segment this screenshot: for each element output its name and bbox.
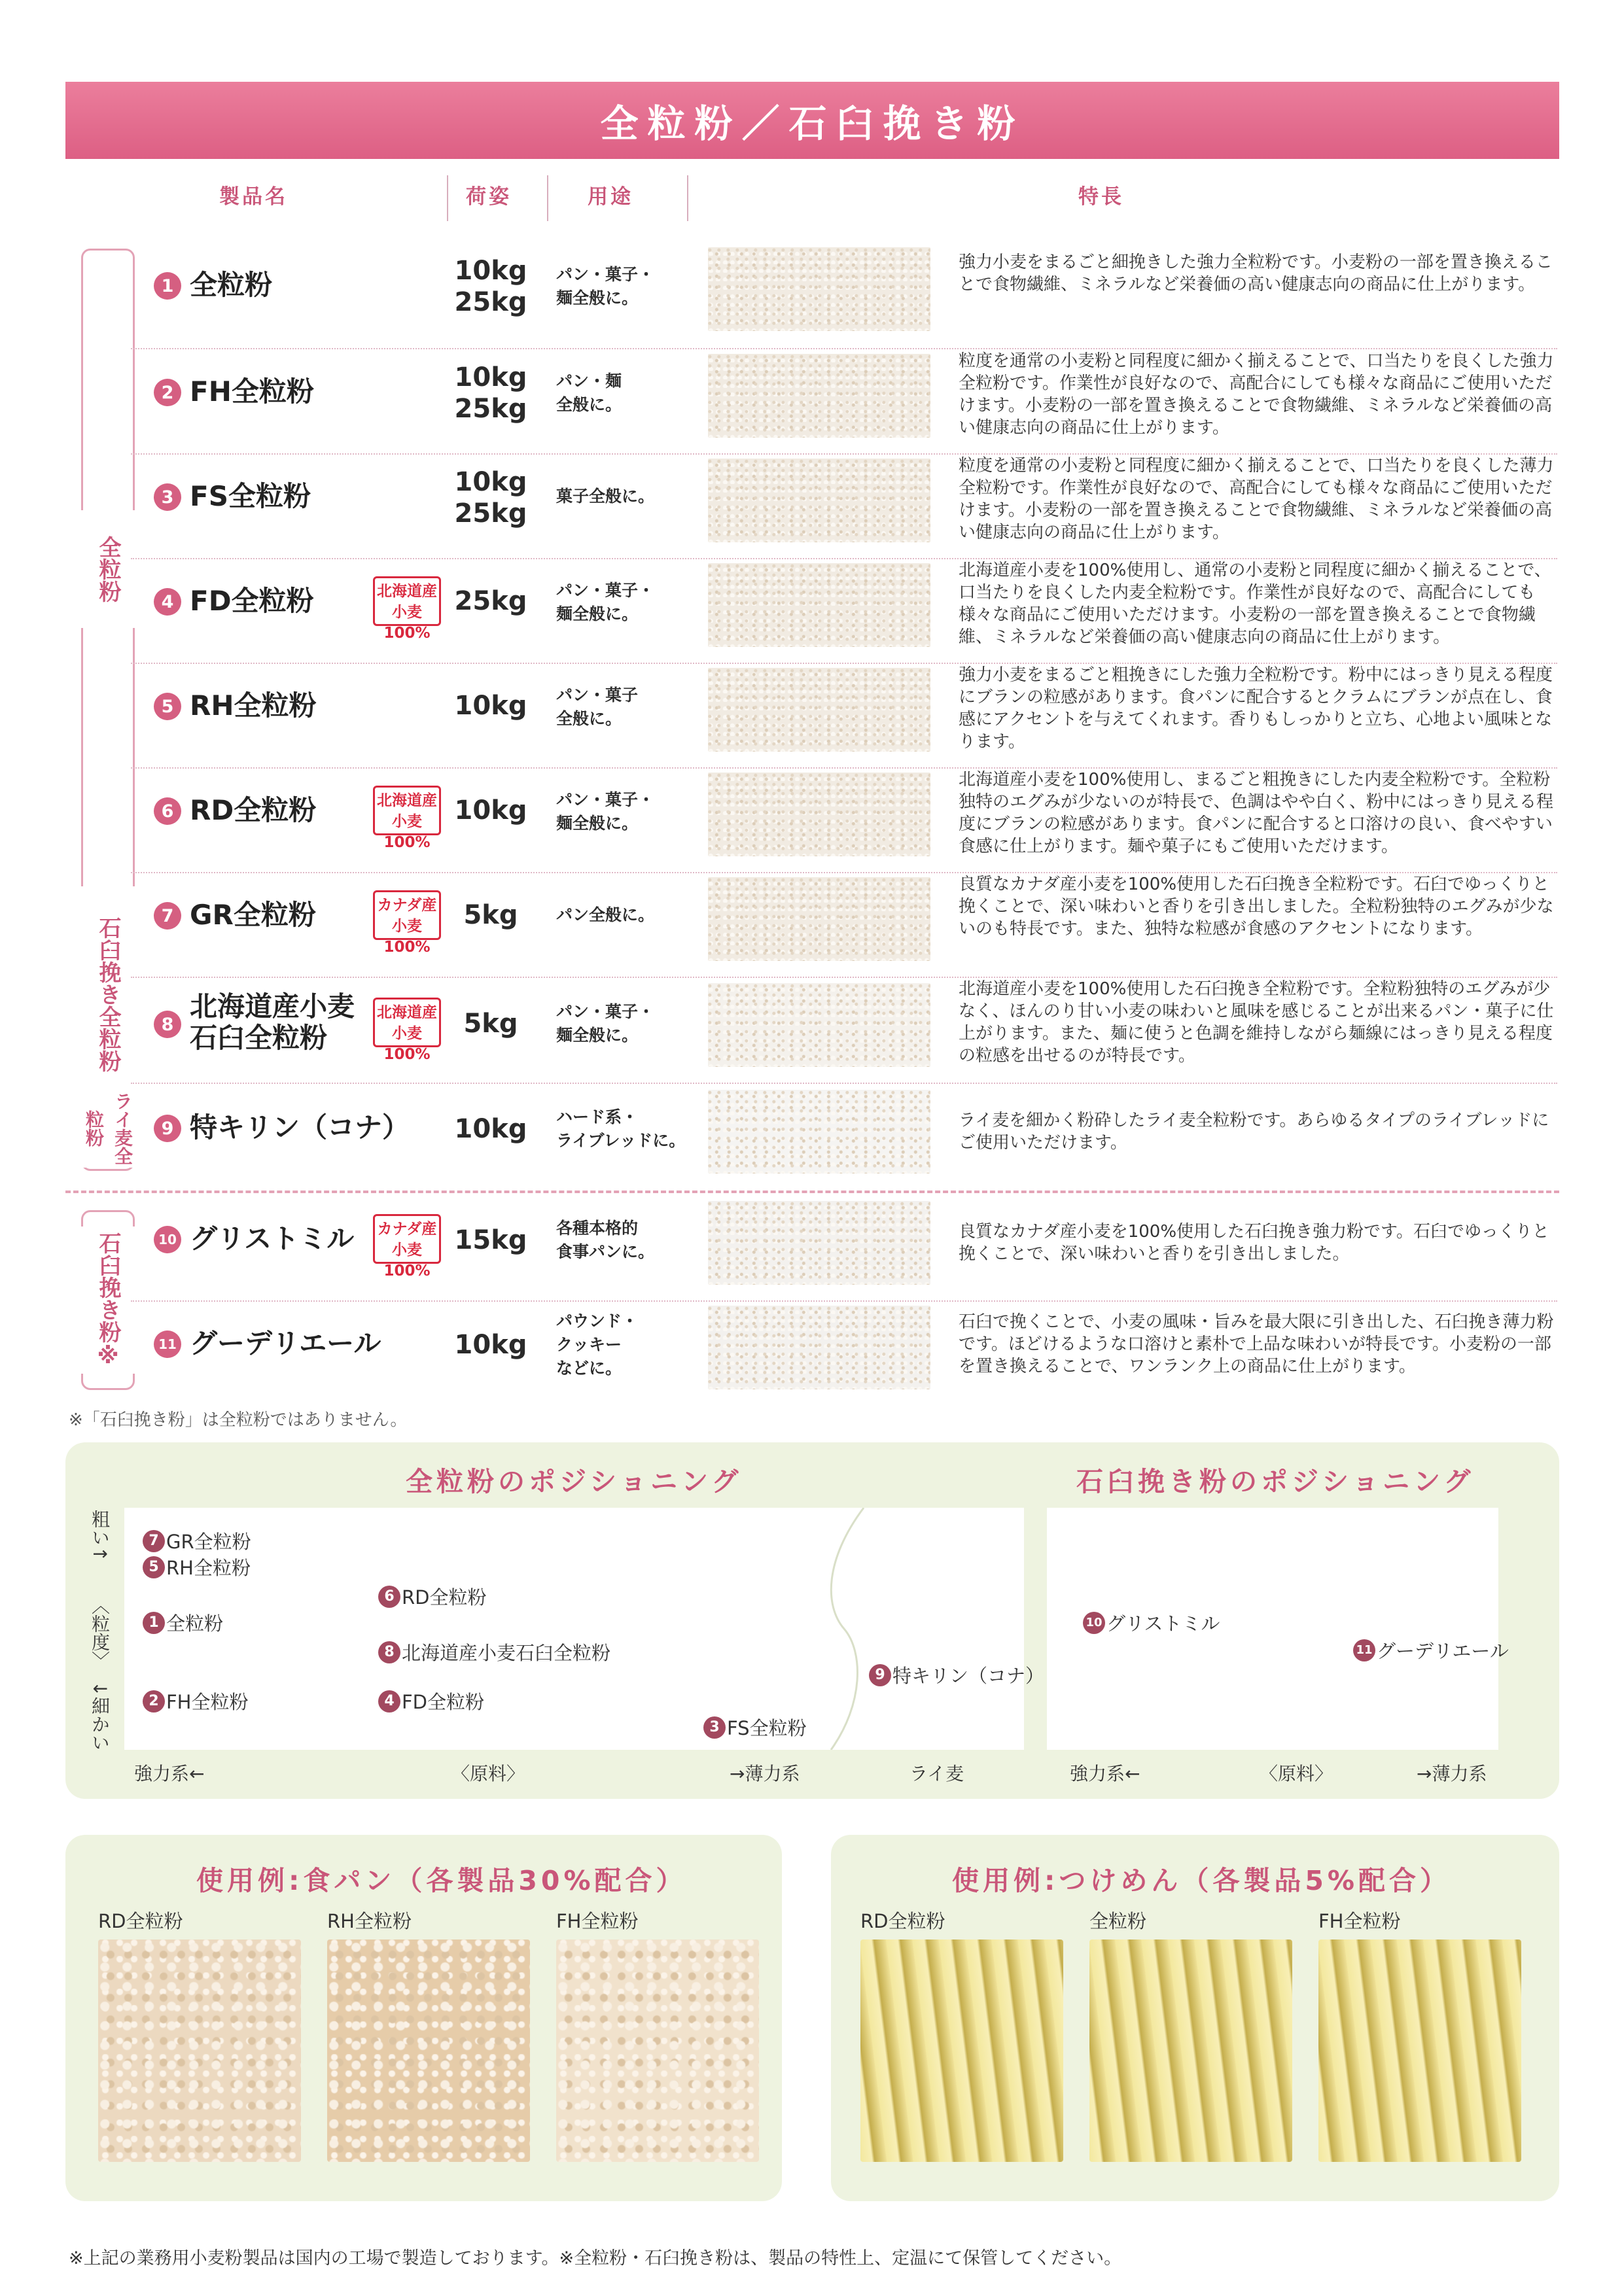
flour-photo (708, 773, 930, 856)
product-row (144, 769, 1557, 867)
noodle-photo (1089, 1939, 1292, 2162)
product-usage: パン・菓子・ 麺全般に。 (556, 790, 655, 833)
header-feature: 特長 (1078, 185, 1124, 209)
bread-photo (327, 1939, 530, 2162)
flour-photo (708, 983, 930, 1067)
position-number: 10 (1083, 1612, 1105, 1634)
divider (687, 175, 688, 221)
flour-photo (708, 668, 930, 752)
product-weight: 15kg (454, 1225, 527, 1255)
product-description: 石臼で挽くことで、小麦の風味・旨みを最大限に引き出した、石臼挽き薄力粉です。ほどけるような口溶けと素朴で上品な味わいが特長です。小麦粉の一部を置き換えることで、ワンランク上の商品に仕上がります。 (959, 1312, 1554, 1376)
position-label: 10 グリストミル (1083, 1609, 1220, 1636)
divider (547, 175, 548, 221)
product-name: FD全粒粉 (190, 585, 314, 617)
product-usage: パン・菓子 全般に。 (556, 686, 639, 728)
noodle-caption: FH全粒粉 (1318, 1910, 1401, 1932)
product-number: 10 (154, 1226, 181, 1253)
product-weight: 5kg (463, 900, 518, 930)
section-divider (65, 1191, 1559, 1193)
product-row (144, 1197, 1557, 1295)
origin-badge: 北海道産 小麦100% (373, 576, 441, 626)
product-usage: パウンド・ クッキー などに。 (556, 1312, 639, 1378)
position-label: 6 RD全粒粉 (378, 1583, 486, 1610)
position-number: 4 (378, 1690, 400, 1713)
position-number: 1 (143, 1612, 165, 1634)
product-weight: 5kg (463, 1009, 518, 1039)
product-usage: 菓子全般に。 (556, 487, 655, 506)
y-axis-bottom: ↓細かい (89, 1681, 111, 1752)
flour-photo (708, 563, 930, 647)
x-axis-left-right-panel: 強力系← (1070, 1763, 1140, 1784)
product-row (144, 350, 1557, 448)
origin-badge: 北海道産 小麦100% (373, 998, 441, 1047)
product-usage: パン全般に。 (556, 905, 655, 924)
product-name: 特キリン（コナ） (190, 1111, 410, 1143)
noodle-example-title: 使用例:つけめん（各製品5%配合） (952, 1865, 1451, 1896)
product-name: FH全粒粉 (190, 375, 314, 408)
origin-badge: カナダ産 小麦100% (373, 1214, 441, 1264)
position-number: 5 (143, 1556, 165, 1578)
product-weight: 10kg 25kg (454, 256, 527, 317)
group-label-rye: ライ麦全粒粉 (81, 1089, 135, 1168)
positioning-title-right: 石臼挽き粉のポジショニング (1076, 1466, 1475, 1497)
product-usage: パン・菓子・ 麺全般に。 (556, 265, 655, 307)
flour-photo (708, 247, 930, 331)
product-row (144, 455, 1557, 553)
x-axis-right-right-panel: →薄力系 (1417, 1763, 1487, 1784)
x-axis-mid: 〈原料〉 (451, 1763, 525, 1784)
position-label: 2 FH全粒粉 (143, 1688, 249, 1714)
x-axis-right: →薄力系 (730, 1763, 800, 1784)
plot-divider-curve (811, 1508, 890, 1750)
position-number: 6 (378, 1586, 400, 1608)
flour-photo (708, 1201, 930, 1285)
origin-badge: カナダ産 小麦100% (373, 890, 441, 940)
product-description: 北海道産小麦を100%使用し、まるごと粗挽きにした内麦全粒粉です。全粒粉独特のエグみが少ないのが特長で、色調はやや白く、粉中にはっきり見える程度にブランの粒感があります。食パンに配合すると口溶けの良い、食べやすい食感に仕上がります。麺や菓子にもご使用いただけます。 (959, 770, 1553, 856)
product-row (144, 873, 1557, 971)
product-row (144, 664, 1557, 762)
product-name: RH全粒粉 (190, 689, 317, 722)
product-weight: 10kg (454, 691, 527, 721)
divider (131, 1083, 1557, 1084)
header-usage: 用途 (588, 185, 633, 209)
position-label: 5 RH全粒粉 (143, 1554, 251, 1580)
x-axis-mid-right-panel: 〈原料〉 (1260, 1763, 1333, 1784)
header-name: 製品名 (219, 185, 288, 209)
position-label: 4 FD全粒粉 (378, 1688, 484, 1714)
product-number: 3 (154, 483, 181, 511)
flour-photo (708, 459, 930, 542)
noodle-caption: 全粒粉 (1089, 1910, 1147, 1932)
product-row (144, 1086, 1557, 1184)
product-usage: 各種本格的 食事パンに。 (556, 1219, 655, 1261)
product-number: 7 (154, 902, 181, 930)
product-description: 強力小麦をまるごと粗挽きにした強力全粒粉です。粉中にはっきり見える程度にブランの粒感があります。食パンに配合するとクラムにブランが点在し、食感にアクセントを与えてくれます。香りもしっかりと立ち、心地よい風味となります。 (959, 665, 1553, 752)
product-description: 粒度を通常の小麦粉と同程度に細かく揃えることで、口当たりを良くした強力全粒粉です。作業性が良好なので、高配合にしても様々な商品にご使用いただけます。小麦粉の一部を置き換えることで食物繊維、ミネラルなど栄養価の高い健康志向の商品に仕上がります。 (959, 351, 1554, 438)
divider (447, 175, 448, 221)
position-number: 11 (1353, 1639, 1375, 1661)
product-description: 粒度を通常の小麦粉と同程度に細かく揃えることで、口当たりを良くした薄力全粒粉です。作業性が良好なので、高配合にしても様々な商品にご使用いただけます。小麦粉の一部を置き換えることで食物繊維、ミネラルなど栄養価の高い健康志向の商品に仕上がります。 (959, 456, 1554, 542)
flour-photo (708, 1306, 930, 1389)
product-weight: 10kg 25kg (454, 467, 527, 529)
product-description: 良質なカナダ産小麦を100%使用した石臼挽き強力粉です。石臼でゆっくりと挽くことで、深い味わいと香りを引き出しました。 (959, 1222, 1549, 1264)
product-row (144, 559, 1557, 657)
position-number: 9 (869, 1664, 891, 1686)
product-number: 4 (154, 588, 181, 616)
product-name: 北海道産小麦 石臼全粒粉 (190, 990, 355, 1054)
product-usage: パン・菓子・ 麺全般に。 (556, 581, 655, 623)
product-weight: 10kg (454, 1330, 527, 1360)
position-label: 1 全粒粉 (143, 1609, 223, 1636)
product-name: GR全粒粉 (190, 899, 316, 931)
product-name: FS全粒粉 (190, 480, 311, 512)
product-description: 北海道産小麦を100%使用した石臼挽き全粒粉です。全粒粉独特のエグみが少なく、ほんのり甘い小麦の味わいと風味を感じることが出来るパン・菓子に仕上がります。また、麺に使うと色調を維持しながら麺線にはっきり見える程度の粒感を出せるのが特長です。 (959, 979, 1554, 1066)
x-axis-rye: ライ麦 (909, 1763, 964, 1784)
bread-caption: RD全粒粉 (98, 1910, 183, 1932)
header-weight: 荷姿 (466, 185, 512, 209)
page-title: 全粒粉／石臼挽き粉 (65, 82, 1559, 159)
product-description: ライ麦を細かく粉砕したライ麦全粒粉です。あらゆるタイプのライブレッドにご使用いただけます。 (959, 1111, 1549, 1153)
product-weight: 10kg (454, 1114, 527, 1144)
position-label: 11 グーデリエール (1353, 1637, 1509, 1663)
product-description: 北海道産小麦を100%使用し、通常の小麦粉と同程度に細かく揃えることで、口当たりを良くした内麦全粒粉です。作業性が良好なので、高配合にしても様々な商品にご使用いただけます。小麦粉の一部を置き換えることで食物繊維、ミネラルなど栄養価の高い健康志向の商品に仕上がります。 (959, 561, 1551, 647)
table-note: ※「石臼挽き粉」は全粒粉ではありません。 (69, 1410, 408, 1430)
bread-caption: FH全粒粉 (556, 1910, 639, 1932)
y-axis-top: 粗い↑ (89, 1510, 111, 1562)
product-number: 2 (154, 379, 181, 406)
product-description: 強力小麦をまるごと細挽きした強力全粒粉です。小麦粉の一部を置き換えることで食物繊維、ミネラルなど栄養価の高い健康志向の商品に仕上がります。 (959, 252, 1553, 294)
product-number: 5 (154, 693, 181, 720)
product-weight: 10kg 25kg (454, 362, 527, 424)
bread-photo (556, 1939, 759, 2162)
product-weight: 25kg (454, 586, 527, 616)
product-name: RD全粒粉 (190, 794, 317, 826)
product-usage: ハード系・ ライブレッドに。 (556, 1107, 686, 1150)
bread-photo (98, 1939, 301, 2162)
position-label: 3 FS全粒粉 (703, 1714, 807, 1741)
group-label-ishiusu-zenryu: 石臼挽き全粒粉 (81, 886, 135, 1102)
product-weight: 10kg (454, 795, 527, 826)
flour-photo (708, 877, 930, 961)
position-number: 2 (143, 1690, 165, 1713)
product-name: グーデリエール (190, 1327, 381, 1359)
footer-note: ※上記の業務用小麦粉製品は国内の工場で製造しております。※全粒粉・石臼挽き粉は、製品の特性上、定温にて保管してください。 (69, 2248, 1122, 2269)
product-number: 11 (154, 1331, 181, 1358)
position-number: 7 (143, 1530, 165, 1552)
position-label: 7 GR全粒粉 (143, 1527, 251, 1554)
divider (81, 863, 83, 877)
bread-caption: RH全粒粉 (327, 1910, 412, 1932)
position-number: 3 (703, 1716, 726, 1739)
flour-photo (708, 354, 930, 438)
noodle-photo (1318, 1939, 1521, 2162)
position-label: 8 北海道産小麦石臼全粒粉 (378, 1639, 610, 1665)
product-number: 9 (154, 1115, 181, 1142)
position-number: 8 (378, 1641, 400, 1663)
product-row (144, 243, 1557, 341)
group-label-ishiusu: 石臼挽き粉※ (81, 1226, 135, 1374)
y-axis-mid: 〈粒度〉 (89, 1596, 111, 1669)
product-name: グリストミル (190, 1223, 355, 1255)
product-name: 全粒粉 (190, 269, 273, 301)
product-number: 1 (154, 272, 181, 300)
origin-badge: 北海道産 小麦100% (373, 786, 441, 835)
product-usage: パン・菓子・ 麺全般に。 (556, 1002, 655, 1045)
product-number: 8 (154, 1011, 181, 1038)
noodle-caption: RD全粒粉 (860, 1910, 945, 1932)
positioning-title-left: 全粒粉のポジショニング (406, 1466, 743, 1497)
group-label-zenryu: 全粒粉 (81, 510, 135, 628)
product-row (144, 1302, 1557, 1400)
product-usage: パン・麺 全般に。 (556, 372, 622, 414)
position-label: 9 特キリン（コナ） (869, 1661, 1044, 1688)
product-number: 6 (154, 797, 181, 825)
noodle-photo (860, 1939, 1063, 2162)
x-axis-left: 強力系← (134, 1763, 205, 1784)
product-description: 良質なカナダ産小麦を100%使用した石臼挽き全粒粉です。石臼でゆっくりと挽くことで、深い味わいと香りを引き出しました。全粒粉独特のエグみが少ないのも特長です。また、独特な粒感が食感のアクセントになります。 (959, 875, 1554, 939)
bread-example-title: 使用例:食パン（各製品30%配合） (196, 1865, 687, 1896)
divider (131, 348, 1557, 349)
flour-photo (708, 1090, 930, 1174)
product-row (144, 978, 1557, 1076)
